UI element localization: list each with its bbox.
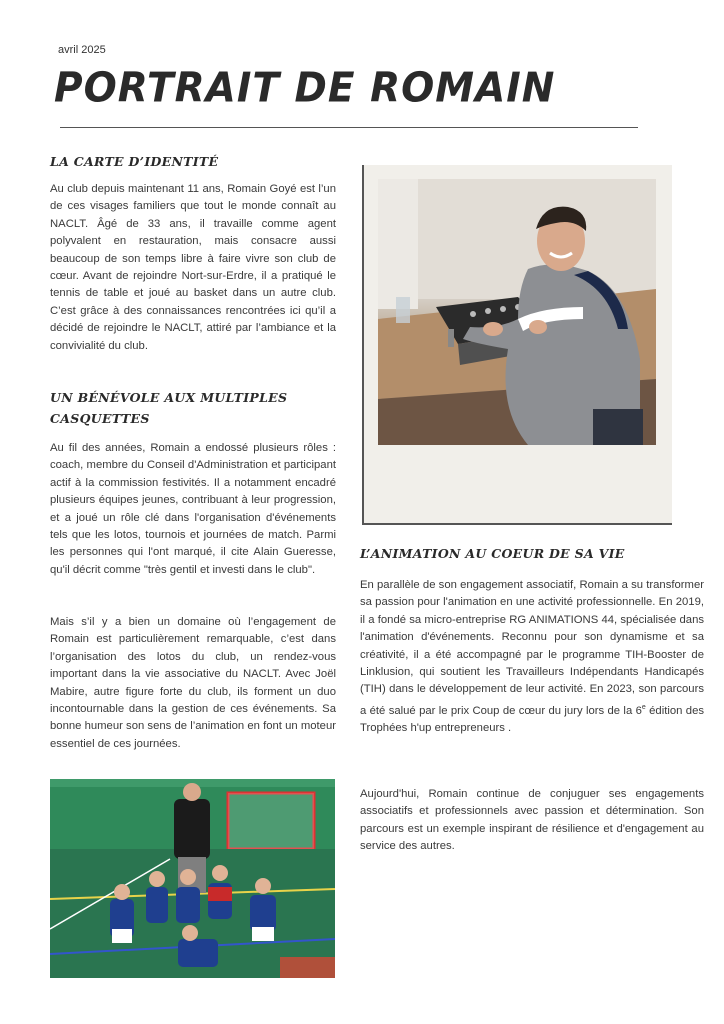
identity-text: Au club depuis maintenant 11 ans, Romain Goyé est l’un de ces visages familiers que tout le monde connaît au NACLT. Âgé de 33 ans, il travaille comme agent polyvalent en restauration, mais consacre aussi beaucoup de son temps libre à faire vivre son club de cœur. Avant de rejoindre Nort-sur-Erdre, il a pratiqué le tennis de table et joué au basket dans un autre club. C’est grâce à des connaissances rencontrées ici qu’il a décidé de rejoindre le NACLT, attiré par l’ambiance et la convivialité du club. (50, 183, 336, 352)
animation-heading: L’ANIMATION AU COEUR DE SA VIE (360, 546, 625, 561)
animation-text-1 (360, 577, 704, 737)
portrait-photo (378, 179, 656, 445)
team-photo (50, 779, 335, 978)
edition-superscript: e (641, 703, 646, 711)
portrait-photo-illustration (378, 179, 656, 445)
animation-text-2: Aujourd'hui, Romain continue de conjuguer ses engagements associatifs et professionnels avec passion et détermination. Son parcours est un exemple inspirant de résilience et d'engagement au service des autres. (360, 788, 704, 853)
date: avril 2025 (58, 44, 106, 56)
team-photo-illustration (50, 779, 335, 978)
title-divider (60, 127, 638, 128)
animation-text-1-end: édition des Trophées h'up entrepreneurs . (360, 704, 704, 735)
page-title: PORTRAIT DE ROMAIN (54, 64, 556, 113)
volunteer-heading (50, 387, 287, 429)
portrait-photo-frame (362, 165, 672, 525)
volunteer-heading-line1: UN BÉNÉVOLE AUX MULTIPLES (50, 390, 288, 405)
volunteer-heading-line2: CASQUETTES (50, 411, 150, 426)
volunteer-text-2: Mais s’il y a bien un domaine où l’engagement de Romain est particulièrement remarquable, c’est dans l’organisation des lotos du club, un rendez-vous important dans la vie associative du NACLT. Avec Joël Mabire, autre figure forte du club, ils forment un duo incontournable dans la gestion de ces événements. Sa bonne humeur son sens de l’animation en font un moteur essentiel de ces journées. (50, 616, 336, 750)
animation-text-1-main: En parallèle de son engagement associatif, Romain a su transformer sa passion pour l'animation en une activité professionnelle. En 2019, il a fondé sa micro-entreprise RG ANIMATIONS 44, spécialisée dans l'animation d'événements. Reconnu pour son dynamisme et sa créativité, il a été accompagné par le programme TIH-Booster de Linklusion, qui soutient les Travailleurs Indépendants Handicapés (TIH) dans le développement de leur activité. En 2023, son parcours a été salué par le prix Coup de cœur du jury lors de la 6 (360, 579, 704, 717)
identity-heading: LA CARTE D’IDENTITÉ (50, 154, 219, 169)
volunteer-text-1: Au fil des années, Romain a endossé plusieurs rôles : coach, membre du Conseil d'Administration et participant actif à la commission festivités. Il a notamment encadré plusieurs équipes jeunes, contribuant à leur progression, et a joué un rôle clé dans l'organisation d'événements tels que les lotos, tournois et journées de match. Parmi les personnes qui l'ont marqué, il cite Alain Gueresse, qu'il décrit comme "très gentil et investi dans le club". (50, 442, 336, 576)
